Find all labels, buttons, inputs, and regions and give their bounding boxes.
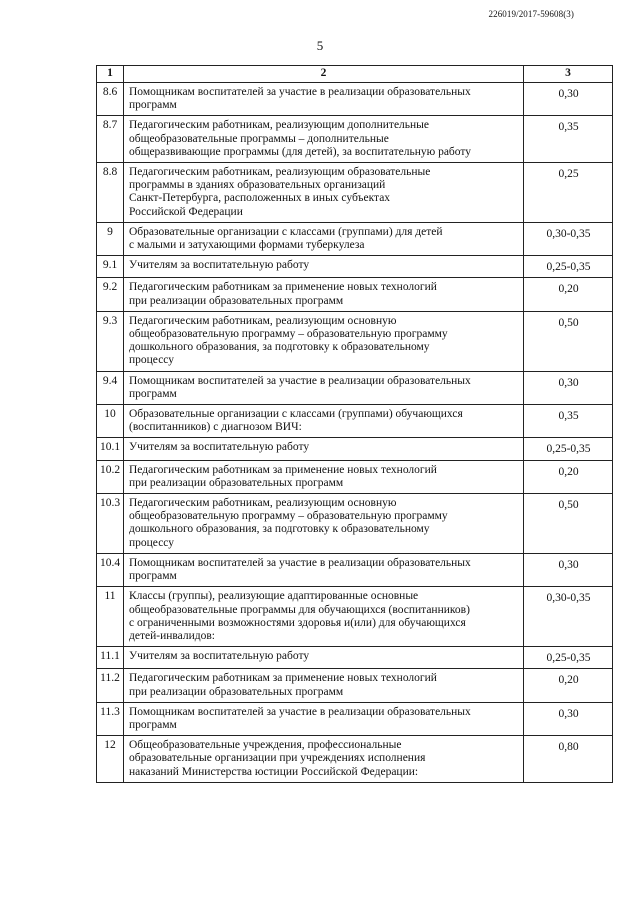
row-number: 8.7: [97, 116, 124, 163]
row-value: 0,25-0,35: [524, 647, 613, 669]
page-number: 5: [316, 38, 324, 53]
description-line: (воспитанников) с диагнозом ВИЧ:: [129, 421, 302, 434]
description-line: с ограниченными возможностями здоровья и(или) для обучающихся: [129, 616, 466, 629]
row-value: 0,30-0,35: [524, 222, 613, 255]
row-value: 0,25-0,35: [524, 256, 613, 278]
row-value: 0,50: [524, 494, 613, 554]
table-row: [97, 438, 613, 460]
row-value: 0,80: [524, 736, 613, 783]
table-row: [97, 311, 613, 371]
column-header-number: 1: [97, 66, 124, 83]
description-line: программ: [129, 387, 177, 400]
row-number: 9.4: [97, 371, 124, 404]
description-line: Педагогическим работникам за применение новых технологий: [129, 672, 437, 685]
table-row: [97, 736, 613, 783]
row-number: 10.2: [97, 460, 124, 493]
description-line: программ: [129, 570, 177, 583]
description-line: дошкольного образования, за подготовку к образовательному: [129, 341, 430, 354]
description-line: Помощникам воспитателей за участие в реализации образовательных: [129, 86, 471, 98]
row-value: 0,30: [524, 702, 613, 735]
description-line: Помощникам воспитателей за участие в реализации образовательных: [129, 556, 471, 569]
description-line: общеобразовательные программы для обучающихся (воспитанников): [129, 603, 470, 616]
description-line: Учителям за воспитательную работу: [129, 441, 310, 454]
row-description: [124, 222, 524, 255]
row-number: 8.6: [97, 83, 124, 116]
description-line: Помощникам воспитателей за участие в реализации образовательных: [129, 705, 471, 718]
description-line: Учителям за воспитательную работу: [129, 650, 310, 663]
description-line: дошкольного образования, за подготовку к образовательному: [129, 523, 430, 536]
row-description: [124, 83, 524, 116]
coefficients-table: [96, 65, 613, 783]
row-number: 11.3: [97, 702, 124, 735]
description-line: Учителям за воспитательную работу: [129, 259, 310, 272]
row-description: [124, 494, 524, 554]
row-value: 0,25-0,35: [524, 438, 613, 460]
row-value: 0,20: [524, 460, 613, 493]
table-row: [97, 371, 613, 404]
description-line: Педагогическим работникам, реализующим основную: [129, 497, 397, 510]
row-value: 0,30-0,35: [524, 587, 613, 647]
row-number: 12: [97, 736, 124, 783]
description-line: Педагогическим работникам, реализующим дополнительные: [129, 119, 430, 132]
row-number: 9.2: [97, 278, 124, 311]
description-line: процессу: [129, 536, 175, 549]
row-value: 0,30: [524, 553, 613, 586]
row-description: [124, 278, 524, 311]
description-line: Педагогическим работникам, реализующим образовательные: [129, 166, 431, 179]
row-number: 10.3: [97, 494, 124, 554]
column-header-value: 3: [524, 66, 613, 83]
description-line: Образовательные организации с классами (группами) обучающихся: [129, 408, 463, 421]
description-line: Педагогическим работникам за применение новых технологий: [129, 281, 437, 294]
description-line: Педагогическим работникам, реализующим основную: [129, 314, 397, 327]
column-header-description: 2: [124, 66, 524, 83]
document-number: 226019/2017-59608(3): [488, 9, 574, 19]
row-description: [124, 669, 524, 702]
description-line: общеобразовательную программу – образовательную программу: [129, 510, 448, 523]
table-row: [97, 405, 613, 438]
row-description: [124, 405, 524, 438]
description-line: Санкт-Петербурга, расположенных в иных субъектах: [129, 192, 391, 205]
description-line: при реализации образовательных программ: [129, 294, 344, 307]
table-row: [97, 587, 613, 647]
row-number: 8.8: [97, 163, 124, 223]
description-line: программы в зданиях образовательных организаций: [129, 179, 386, 192]
row-description: [124, 587, 524, 647]
row-value: 0,20: [524, 278, 613, 311]
row-number: 10.1: [97, 438, 124, 460]
row-number: 11.2: [97, 669, 124, 702]
row-value: 0,50: [524, 311, 613, 371]
table-row: [97, 222, 613, 255]
description-line: общеобразовательную программу – образовательную программу: [129, 328, 448, 341]
row-description: [124, 116, 524, 163]
description-line: Педагогическим работникам за применение новых технологий: [129, 463, 437, 476]
row-description: [124, 371, 524, 404]
table-row: [97, 647, 613, 669]
table-row: [97, 669, 613, 702]
row-number: 9.3: [97, 311, 124, 371]
row-value: 0,35: [524, 116, 613, 163]
row-number: 10: [97, 405, 124, 438]
table-header-row: [97, 66, 613, 83]
description-line: образовательные организации при учреждениях исполнения: [129, 752, 426, 765]
row-description: [124, 647, 524, 669]
table-row: [97, 702, 613, 735]
table-row: [97, 553, 613, 586]
row-description: [124, 311, 524, 371]
row-value: 0,25: [524, 163, 613, 223]
row-value: 0,30: [524, 83, 613, 116]
description-line: наказаний Министерства юстиции Российской Федерации:: [129, 765, 419, 778]
table-row: [97, 163, 613, 223]
row-number: 10.4: [97, 553, 124, 586]
row-number: 9.1: [97, 256, 124, 278]
row-value: 0,35: [524, 405, 613, 438]
description-line: Классы (группы), реализующие адаптированные основные: [129, 590, 419, 603]
row-description: [124, 438, 524, 460]
description-line: при реализации образовательных программ: [129, 685, 344, 698]
description-line: процессу: [129, 354, 175, 367]
description-line: Помощникам воспитателей за участие в реализации образовательных: [129, 374, 471, 387]
row-description: [124, 163, 524, 223]
description-line: с малыми и затухающими формами туберкулеза: [129, 239, 365, 252]
row-description: [124, 702, 524, 735]
description-line: программ: [129, 718, 177, 731]
table-row: [97, 116, 613, 163]
description-line: общеобразовательные программы – дополнительные: [129, 132, 389, 145]
row-description: [124, 460, 524, 493]
description-line: детей-инвалидов:: [129, 629, 215, 642]
description-line: программ: [129, 99, 177, 112]
description-line: Общеобразовательные учреждения, профессиональные: [129, 739, 402, 752]
row-description: [124, 736, 524, 783]
description-line: Образовательные организации с классами (группами) для детей: [129, 225, 443, 238]
table-row: [97, 494, 613, 554]
description-line: Российской Федерации: [129, 205, 243, 218]
table-row: [97, 278, 613, 311]
row-description: [124, 256, 524, 278]
table-row: [97, 256, 613, 278]
row-number: 11.1: [97, 647, 124, 669]
row-number: 9: [97, 222, 124, 255]
row-number: 11: [97, 587, 124, 647]
row-description: [124, 553, 524, 586]
table-row: [97, 460, 613, 493]
row-value: 0,20: [524, 669, 613, 702]
row-value: 0,30: [524, 371, 613, 404]
description-line: общеразвивающие программы (для детей), за воспитательную работу: [129, 145, 471, 158]
table-row: [97, 83, 613, 116]
description-line: при реализации образовательных программ: [129, 476, 344, 489]
